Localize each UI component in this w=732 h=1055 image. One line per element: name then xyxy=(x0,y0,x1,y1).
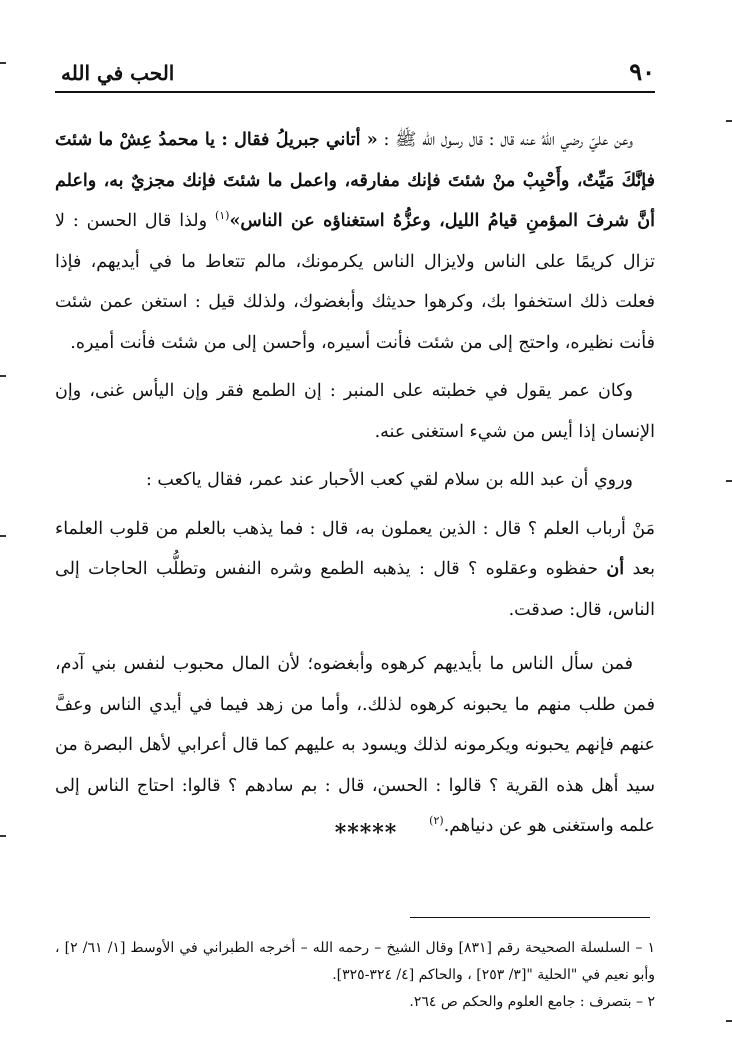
paragraph-conclusion xyxy=(55,644,655,847)
scan-edge-mark xyxy=(726,120,732,122)
footnote-ref-2: (٢) xyxy=(429,814,444,828)
page-header xyxy=(55,55,655,93)
hadith-intro: وعن عليّ رضي اللهُ عنه قال : قال رسول الله ﷺ : xyxy=(377,130,633,150)
page-number: ٩٠ xyxy=(629,57,655,86)
footnote-rule xyxy=(410,917,650,918)
paragraph-umar-text: وكان عمر يقول في خطبته على المنبر : إن الطمع فقر وإن اليأس غنى، وإن الإنسان إذا أيس من شيء استغنى عنه. xyxy=(55,381,655,442)
running-title: الحب في الله xyxy=(61,61,175,85)
paragraph-ibn-salam-text: وروي أن عبد الله بن سلام لقي كعب الأحبار عند عمر، فقال ياكعب : xyxy=(145,470,633,490)
paragraph-umar xyxy=(55,371,655,452)
paragraph-hadith-rest: ولذا قال الحسن : لا تزال كريمًا على الناس ولايزال الناس يكرمونك، مالم تتعاط ما في أيديهم، فإذا فعلت ذلك استخفوا بك، وكرهوا حديثك وأبغضوك، ولذلك قيل : استغن عمن شئت فأنت نظيره، واحتج إلى من شئت فأنت أسيره، وأحسن إلى من شئت فأنت أميره. xyxy=(55,211,655,353)
section-divider: ***** xyxy=(334,820,398,846)
hadith-text: « أتاني جبريلُ فقال : يا محمدُ عِشْ ما شئتَ فإنَّكَ مَيِّتٌ، وأَحْبِبْ منْ شئتَ فإنك مفارقه، واعمل ما شئتَ فإنك مجزيٌ به، واعلم أنَّ شرفَ المؤمنِ قيامُ الليل، وعزُّهُ استغناؤه عن الناس» xyxy=(55,130,655,231)
footnotes xyxy=(55,935,655,1016)
paragraph-ibn-salam xyxy=(55,460,655,501)
paragraph-dialogue xyxy=(55,509,655,631)
dialogue-part-c: حفظوه وعقلوه ؟ قال : يذهبه الطمع وشره النفس وتطلُّب الحاجات إلى الناس، قال: صدقت. xyxy=(55,559,655,620)
paragraph-hadith xyxy=(55,120,655,363)
scan-edge-mark xyxy=(726,1020,732,1022)
scan-edge-mark xyxy=(0,62,6,64)
paragraph-conclusion-text: فمن سأل الناس ما بأيديهم كرهوه وأبغضوه؛ لأن المال محبوب لنفس بني آدم، فمن طلب منهم ما يحبونه كرهوه لذلك.، وأما من زهد فيما في أيدي الناس وعفَّ عنهم فإنهم يحبونه ويكرمونه لذلك ويسود به عليهم كما قال أعرابي لأهل البصرة من سيد أهل هذه القرية ؟ قالوا : الحسن، قال : بم سادهم ؟ قالوا: احتاج الناس إلى علمه واستغنى هو عن دنياهم. xyxy=(55,654,655,836)
footnote-ref-1: (١) xyxy=(214,209,230,223)
scan-edge-mark xyxy=(0,535,6,537)
footnote-2: ٢ – بتصرف : جامع العلوم والحكم ص ٢٦٤. xyxy=(409,994,655,1010)
scan-edge-mark xyxy=(0,375,6,377)
dialogue-bold-word: أن xyxy=(606,559,625,579)
footnote-1: ١ – السلسلة الصحيحة رقم [٨٣١] وقال الشيخ – رحمه الله – أخرجه الطبراني في الأوسط [١/ ٦١/ ٢] ، وأبو نعيم في "الحلية "[٣/ ٢٥٣] ، والحاكم [٤/ ٣٢٤-٣٢٥]. xyxy=(55,940,656,983)
dialogue-part-a: مَنْ أرباب العلم ؟ قال : الذين يعملون به، قال : فما يذهب بالعلم من قلوب العلماء بعد xyxy=(55,518,655,579)
scan-edge-mark xyxy=(0,835,6,837)
scan-edge-mark xyxy=(726,480,732,482)
main-text xyxy=(55,120,655,861)
